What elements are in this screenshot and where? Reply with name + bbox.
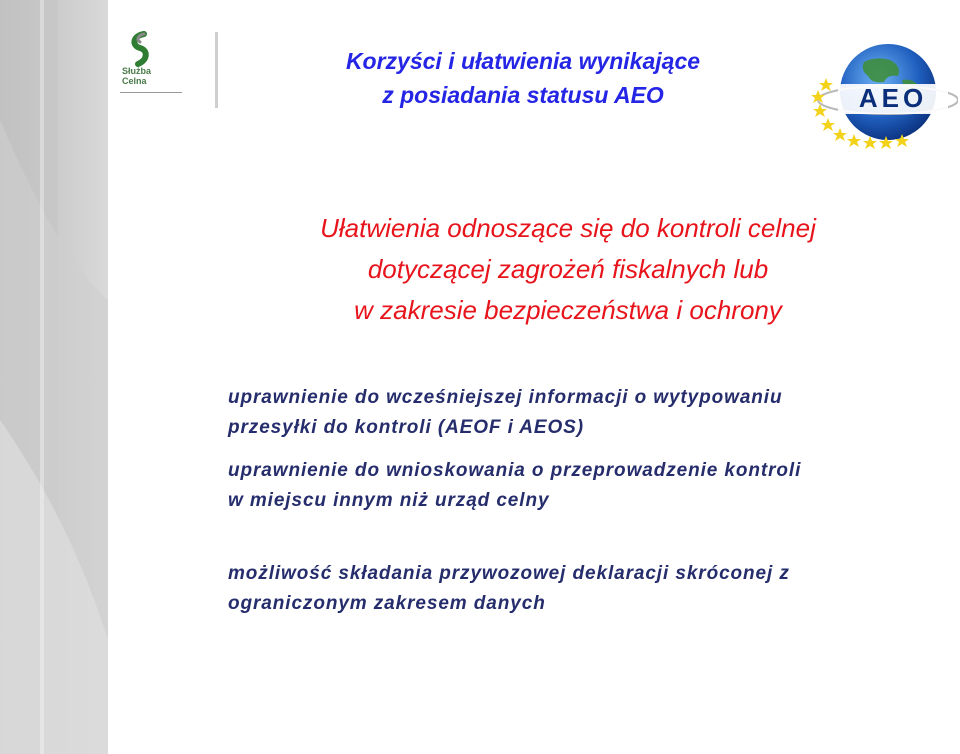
slide-title: [240, 44, 806, 112]
section-subtitle: [218, 208, 918, 331]
item-1-line-2: przesyłki do kontroli (AEOF i AEOS): [228, 417, 584, 438]
list-item: [228, 456, 928, 516]
subtitle-line-1: Ułatwienia odnoszące się do kontroli celnej: [320, 213, 816, 243]
list-item: [228, 559, 928, 619]
band-graphic: [0, 0, 108, 754]
aeo-emblem-text: AEO: [858, 83, 928, 113]
subtitle-line-3: w zakresie bezpieczeństwa i ochrony: [354, 295, 782, 325]
sluzba-celna-logo: [108, 26, 188, 106]
item-3-line-1: możliwość składania przywozowej deklaracji skróconej z: [228, 563, 790, 584]
item-2-line-1: uprawnienie do wnioskowania o przeprowadzenie kontroli: [228, 460, 802, 481]
item-2-line-2: w miejscu innym niż urząd celny: [228, 490, 550, 511]
aeo-emblem: [806, 40, 958, 150]
logo-mark-icon: [122, 30, 162, 70]
aeo-globe-icon: [806, 40, 958, 150]
subtitle-line-2: dotyczącej zagrożeń fiskalnych lub: [367, 254, 769, 284]
list-item: [228, 383, 928, 443]
title-line-2: z posiadania statusu AEO: [382, 82, 664, 108]
item-3-line-2: ograniczonym zakresem danych: [228, 593, 546, 614]
logo-divider: [120, 92, 182, 93]
logo-text: [122, 66, 151, 86]
header-vertical-divider: [215, 32, 218, 108]
logo-line-1: Służba: [122, 66, 152, 76]
left-decorative-band: [0, 0, 108, 754]
logo-line-2: Celna: [122, 76, 147, 86]
item-1-line-1: uprawnienie do wcześniejszej informacji o wytypowaniu: [228, 387, 783, 408]
title-line-1: Korzyści i ułatwienia wynikające: [345, 48, 701, 74]
